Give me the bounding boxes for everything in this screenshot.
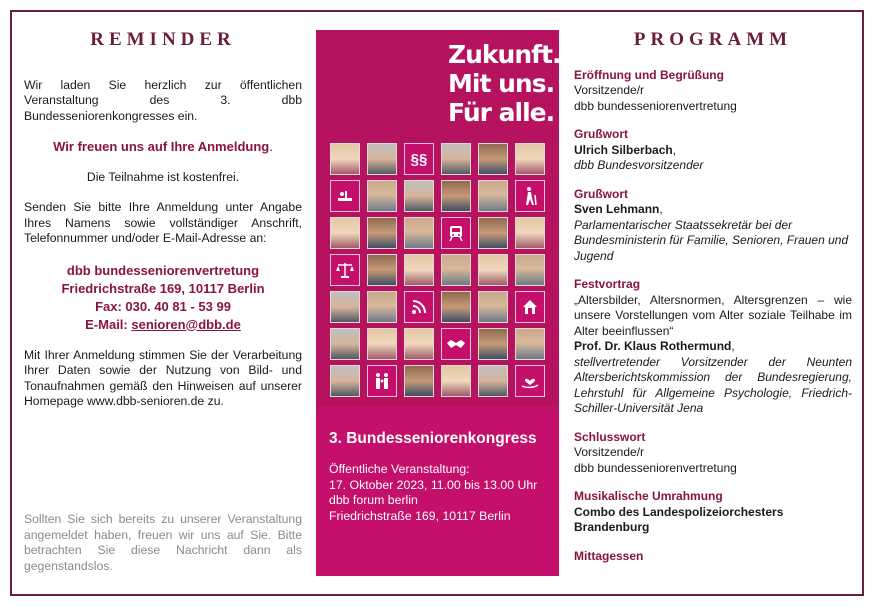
portrait-photo (478, 143, 508, 175)
portrait-photo (478, 217, 508, 249)
portrait-photo (367, 217, 397, 249)
speaker-name: Sven Lehmann (574, 202, 660, 216)
program-item (574, 489, 852, 536)
event-date: 17. Oktober 2023, 11.00 bis 13.00 Uhr (329, 477, 538, 492)
scales-icon (330, 254, 360, 286)
portrait-photo (330, 143, 360, 175)
portrait-photo (441, 254, 471, 286)
event-line: Öffentliche Veranstaltung: (329, 462, 470, 476)
care-icon (330, 180, 360, 212)
handshake-icon (441, 328, 471, 360)
portrait-photo (441, 365, 471, 397)
program-item-title: Mittagessen (574, 548, 644, 563)
speaker-line (574, 143, 852, 159)
program-item-line: dbb bundesseniorenvertretung (574, 98, 737, 113)
portrait-photo (404, 328, 434, 360)
program-item (574, 430, 852, 477)
portrait-photo (330, 365, 360, 397)
portrait-photo (404, 180, 434, 212)
portrait-photo (441, 143, 471, 175)
portrait-photo (478, 291, 508, 323)
walking-elderly-icon (515, 180, 545, 212)
address-email-line (24, 316, 302, 334)
address-block (24, 262, 302, 334)
programm-heading: PROGRAMM (633, 29, 793, 50)
speaker-role: dbb Bundesvorsitzender (574, 158, 704, 172)
send-text: Senden Sie bitte Ihre Anmeldung unter Angabe Ihres Namens sowie vollständiger Anschrift, Telefonnummer und/oder E-Mail-Adresse an: (24, 200, 302, 245)
speaker-line (574, 339, 852, 355)
program-item-title: Musikalische Umrahmung (574, 489, 723, 503)
welcome-text (24, 139, 302, 155)
address-fax: Fax: 030. 40 81 - 53 99 (95, 298, 231, 314)
already-registered-text: Sollten Sie sich bereits zu unserer Veranstaltung angemeldet haben, freuen wir uns auf Sie. Bitte betrachten Sie diese Nachricht dann als gegenstandslos. (24, 512, 302, 573)
slogan-line-2: Mit uns. (448, 69, 555, 98)
tram-icon (441, 217, 471, 249)
slogan (448, 40, 561, 127)
address-org: dbb bundesseniorenvertretung (66, 262, 260, 278)
lecture-title: „Altersbilder, Altersnormen, Altersgrenzen – wie unsere Vorstellungen vom Alter soziale Teilhabe im Alter beeinflussen“ (574, 292, 852, 338)
portrait-photo (330, 217, 360, 249)
portrait-photo (367, 143, 397, 175)
portrait-photo (367, 328, 397, 360)
program-item-title: Grußwort (574, 186, 628, 201)
portrait-photo (404, 365, 434, 397)
photo-grid (330, 143, 548, 399)
portrait-photo (515, 328, 545, 360)
event-title: 3. Bundesseniorenkongress (329, 430, 537, 447)
portrait-photo (441, 291, 471, 323)
program-item-title: Grußwort (574, 127, 628, 141)
portrait-photo (404, 217, 434, 249)
program-item-line: Vorsitzende/r (574, 445, 645, 459)
program-item-line: dbb bundesseniorenvertretung (574, 460, 737, 475)
portrait-photo (478, 365, 508, 397)
speaker-role: stellvertretender Vorsitzender der Neunten Altersberichtskommission der Bundesregierung, Lehrstuhl für Allgemeine Psychologie, Friedrich-Schiller-Universität Jena (574, 354, 852, 415)
speaker-name: Ulrich Silberbach (574, 142, 673, 157)
consent-text: Mit Ihrer Anmeldung stimmen Sie der Verarbeitung Ihrer Daten sowie der Nutzung von Bild- und Tonaufnahmen gemäß den Hinweisen auf unserer Homepage www.dbb-senioren.de zu. (24, 347, 302, 408)
reminder-heading: REMINDER (90, 29, 236, 50)
program-item-title: Festvortrag (574, 277, 641, 291)
program-item (574, 549, 852, 565)
intro-text: Wir laden Sie herzlich zur öffentlichen Veranstaltung des 3. dbb Bundesseniorenkongresses ein. (24, 77, 302, 123)
portrait-photo (478, 254, 508, 286)
email-label: E-Mail: (85, 316, 132, 332)
portrait-photo (515, 143, 545, 175)
heart-hand-icon (515, 365, 545, 397)
speaker-name: Prof. Dr. Klaus Rothermund (574, 339, 732, 353)
portrait-photo (367, 291, 397, 323)
email-link[interactable]: senioren@dbb.de (131, 316, 241, 332)
speaker-name-end: , (659, 202, 663, 216)
portrait-photo (478, 180, 508, 212)
portrait-photo (330, 291, 360, 323)
programm-column (574, 29, 852, 577)
portrait-photo (441, 180, 471, 212)
house-icon (515, 291, 545, 323)
welcome-bold: Wir freuen uns auf Ihre Anmeldung (53, 139, 270, 154)
portrait-photo (404, 254, 434, 286)
slogan-line-1: Zukunft. (448, 40, 561, 69)
welcome-end: . (269, 139, 273, 154)
reminder-column (24, 29, 302, 425)
event-venue: dbb forum berlin (329, 493, 418, 507)
wifi-icon (404, 291, 434, 323)
speaker-line (574, 202, 852, 218)
program-item (574, 127, 852, 174)
program-item-title: Eröffnung und Begrüßung (574, 67, 724, 82)
portrait-photo (515, 217, 545, 249)
free-text: Die Teilnahme ist kostenfrei. (86, 169, 240, 184)
portrait-photo (515, 254, 545, 286)
speaker-role: Parlamentarischer Staatssekretär bei der Bundesministerin für Familie, Senioren, Frauen und Jugend (574, 217, 849, 263)
address-street: Friedrichstraße 169, 10117 Berlin (61, 280, 265, 296)
program-item-line: Vorsitzende/r (574, 83, 645, 97)
family-icon (367, 365, 397, 397)
program-item (574, 277, 852, 417)
speaker-name-end: , (731, 339, 735, 353)
portrait-photo (330, 328, 360, 360)
portrait-photo (478, 328, 508, 360)
event-info (329, 462, 554, 524)
program-item-title: Schlusswort (574, 429, 646, 444)
portrait-photo (367, 180, 397, 212)
program-item-performer: Combo des Landespolizeiorchesters Brandenburg (574, 504, 784, 534)
slogan-line-3: Für alle. (448, 98, 555, 127)
speaker-name-end: , (672, 142, 677, 157)
portrait-photo (367, 254, 397, 286)
paragraph-icon: §§ (404, 143, 434, 175)
event-address: Friedrichstraße 169, 10117 Berlin (329, 508, 511, 523)
program-item (574, 68, 852, 115)
program-item (574, 187, 852, 265)
